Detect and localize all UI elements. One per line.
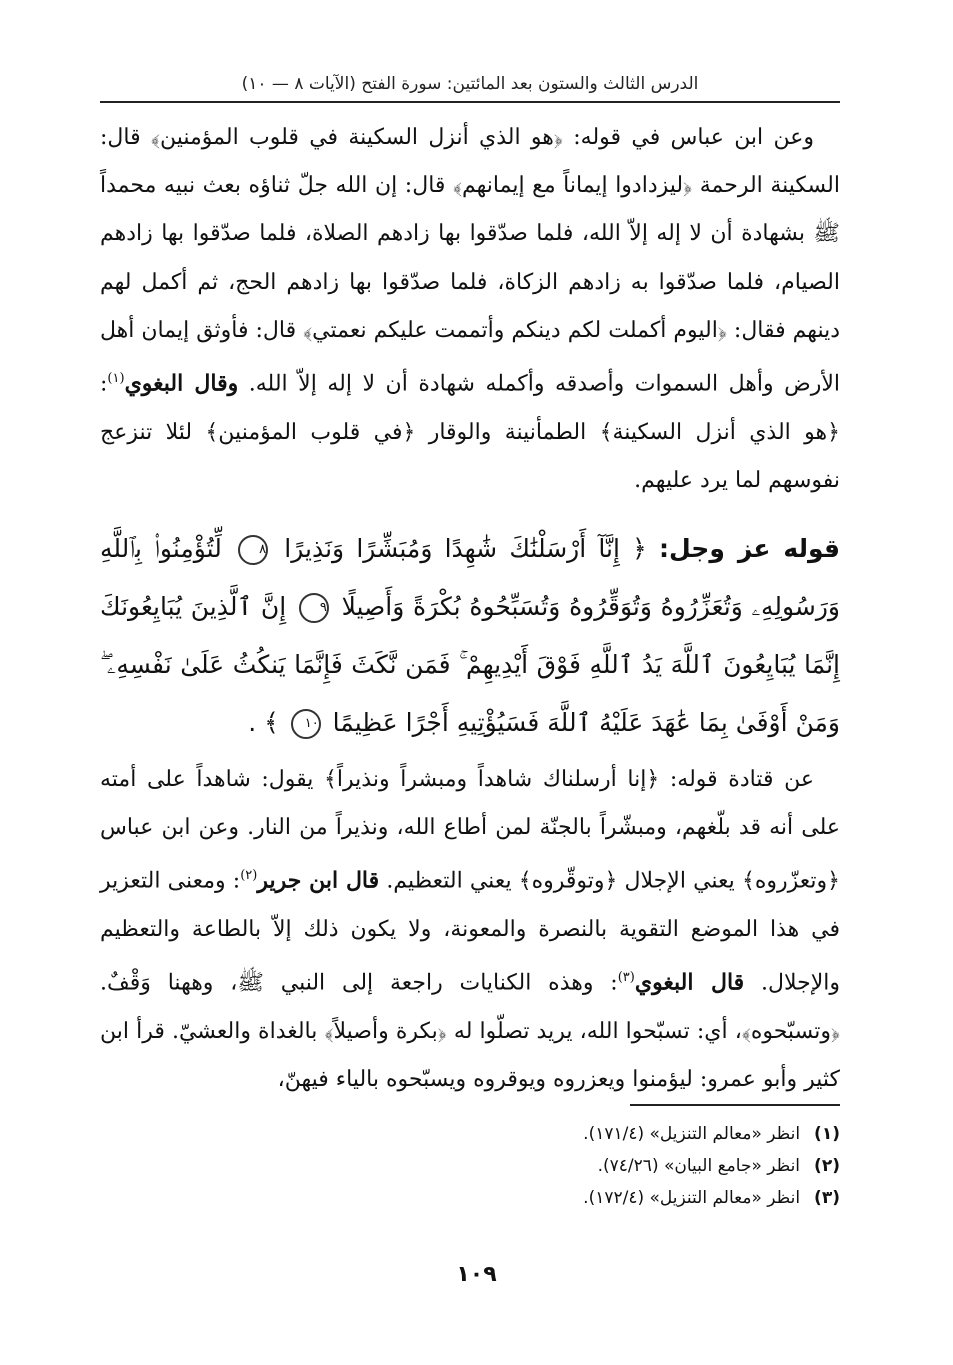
quran-verse-block: [100, 520, 840, 752]
verse-intro: قوله عز وجل:: [659, 534, 841, 563]
verse-text-8: ﴿ إِنَّآ أَرْسَلْنَٰكَ شَٰهِدًا وَمُبَشِّرًا وَنَذِيرًا: [284, 534, 647, 563]
footnote-text: انظر «معالم التنزيل» (١٧٢/٤).: [583, 1188, 801, 1208]
footnote-ref-1: (١): [107, 371, 125, 387]
footnote-divider: [630, 1104, 840, 1106]
ayah-number-8: ٨: [238, 535, 268, 565]
verse-close: ﴾ .: [248, 708, 279, 737]
verse-text-10: إِنَّ ٱلَّذِينَ يُبَايِعُونَكَ إِنَّمَا يُبَايِعُونَ ٱللَّهَ يَدُ ٱللَّهِ فَوْقَ أَيْدِيهِمْ ۚ فَمَن نَّكَثَ فَإِنَّمَا يَنكُثُ عَلَىٰ نَفْسِهِۦ ۖ وَمَنْ أَوْفَىٰ بِمَا عَٰهَدَ عَلَيْهُ ٱللَّهَ فَسَيُؤْتِيهِ أَجْرًا عَظِيمًا: [100, 592, 840, 737]
baghawi-label: وقال البغوي: [124, 370, 239, 397]
footnote-ref-2: (٢): [240, 868, 258, 884]
paragraph2-text: عن قتادة قوله: ﴿إنا أرسلناك شاهداً ومبشراً ونذيراً﴾ يقول: شاهداً على أمته على أنه قد بلّغهم، ومبشّراً بالجنّة لمن أطاع الله، ونذيراً من النار. وعن ابن عباس ﴿وتعزّروه﴾ يعني الإجلال ﴿وتوقّروه﴾ يعني التعظيم.: [100, 767, 840, 894]
paragraph2-text-3: : وهذه الكنايات راجعة إلى النبي ﷺ، وههنا وَقْفٌ. ﴿وتسبّحوه﴾، أي: تسبّحوا الله، يريد تصلّوا له ﴿بكرة وأصيلاً﴾ بالغداة والعشيّ. قرأ ابن كثير وأبو عمرو: ليؤمنوا ويعزروه ويوقروه ويسبّحوه بالياء فيهنّ،: [100, 970, 840, 1092]
paragraph1-text-2: : ﴿هو الذي أنزل السكينة﴾ الطمأنينة والوقار ﴿في قلوب المؤمنين﴾ لئلا تنزعج نفوسهم لما يرد عليهم.: [100, 371, 840, 493]
header-divider: [100, 101, 840, 103]
baghawi-label-2: قال البغوي: [634, 969, 745, 996]
paragraph2-text-2: : ومعنى التعزير في هذا الموضع التقوية بالنصرة والمعونة، ولا يكون ذلك إلاّ بالطاعة والتعظيم والإجلال.: [100, 868, 841, 996]
paragraph1-text: وعن ابن عباس في قوله: ﴿هو الذي أنزل السكينة في قلوب المؤمنين﴾ قال: السكينة الرحمة ﴿ليزدادوا إيماناً مع إيمانهم﴾ قال: إن الله جلّ ثناؤه بعث نبيه محمداً ﷺ بشهادة أن لا إله إلاّ الله، فلما صدّقوا بها زادهم الصلاة، فلما صدّقوا بها زادهم الصيام، فلما صدّقوا به زادهم الزكاة، فلما صدّقوا بها زادهم الحج، ثم أكمل لهم دينهم فقال: ﴿اليوم أكملت لكم دينكم وأتممت عليكم نعمتي﴾ قال: فأوثق إيمان أهل الأرض وأهل السموات وأصدقه وأكمله شهادة أن لا إله إلاّ الله.: [100, 125, 841, 397]
footnote-text: انظر «جامع البيان» (٧٤/٢٦).: [597, 1156, 801, 1176]
ayah-number-10: ١٠: [291, 709, 321, 739]
footnote-item: [100, 1150, 840, 1182]
footnote-item: [100, 1182, 840, 1214]
footnote-number: (٣): [814, 1188, 840, 1208]
footnotes: [100, 1118, 840, 1214]
ibn-jarir-label: قال ابن جرير: [257, 867, 380, 894]
verse-text-9: لِّتُؤْمِنُوا۟ بِٱللَّهِ وَرَسُولِهِۦ وَتُعَزِّرُوهُ وَتُوَقِّرُوهُ وَتُسَبِّحُوهُ بُكْرَةً وَأَصِيلًا: [100, 534, 840, 621]
footnote-item: [100, 1118, 840, 1150]
page-number: ١٠٩: [456, 1262, 497, 1287]
footnote-number: (١): [814, 1124, 840, 1144]
paragraph-qatada: [100, 756, 840, 1104]
ayah-number-9: ٩: [299, 593, 329, 623]
footnote-ref-3: (٣): [617, 970, 635, 986]
running-header: الدرس الثالث والستون بعد المائتين: سورة الفتح (الآيات ٨ — ١٠): [241, 74, 699, 94]
paragraph-ibn-abbas: [100, 114, 840, 505]
footnote-number: (٢): [814, 1156, 840, 1176]
footnote-text: انظر «معالم التنزيل» (١٧١/٤).: [583, 1124, 801, 1144]
